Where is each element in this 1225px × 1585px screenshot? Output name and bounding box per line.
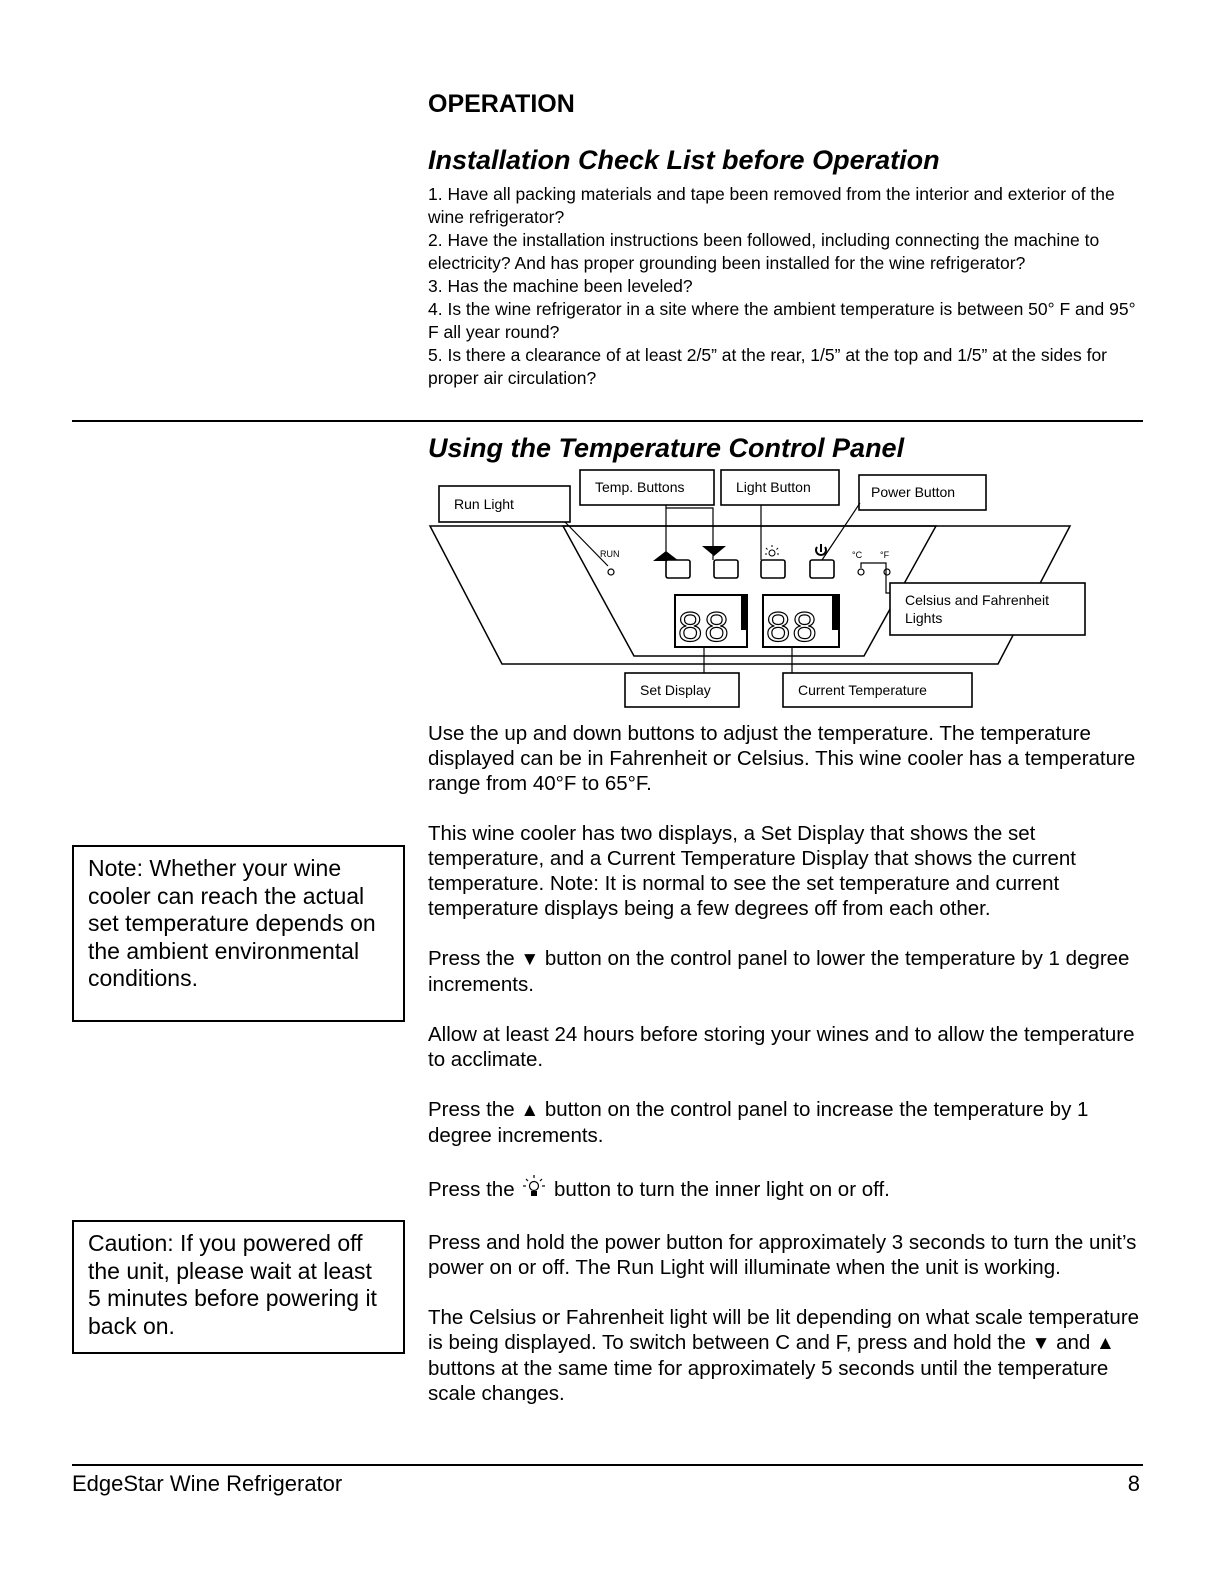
temp-down-button (714, 560, 738, 578)
cf-lights-label-line2: Lights (905, 610, 943, 626)
checklist-title: Installation Check List before Operation (428, 145, 940, 175)
light-button (761, 560, 785, 578)
temp-up-button (666, 560, 690, 578)
cf-lights-label-box (890, 583, 1085, 635)
up-arrow-icon: ▲ (520, 1100, 540, 1121)
run-light-leader (565, 522, 608, 566)
panel-inner-outline (563, 526, 936, 656)
body-text (428, 721, 1148, 1431)
footer-divider (72, 1464, 1143, 1466)
paragraph-raise-temp: Press the ▲ button on the control panel to increase the temperature by 1 degree increments. (428, 1098, 1089, 1147)
note-box (72, 845, 405, 1022)
control-panel-diagram (428, 468, 1108, 713)
run-text: RUN (600, 549, 620, 559)
current-display-digits: 88 (765, 605, 818, 655)
paragraph-lower-temp: Press the ▼ button on the control panel to lower the temperature by 1 degree increments. (428, 947, 1130, 996)
set-display-label: Set Display (640, 682, 711, 698)
temp-buttons-label: Temp. Buttons (595, 479, 685, 495)
celsius-text: °C (852, 550, 863, 560)
paragraph-acclimate: Allow at least 24 hours before storing your wines and to allow the temperature to acclimate. (428, 1023, 1135, 1071)
light-button-label: Light Button (736, 479, 811, 495)
checklist-item: 4. Is the wine refrigerator in a site where the ambient temperature is between 50° F and 95° F all year round? (428, 299, 1136, 342)
cf-lights-leader (861, 563, 890, 593)
checklist-item: 1. Have all packing materials and tape been removed from the interior and exterior of the wine refrigerator? (428, 184, 1115, 227)
set-display-digits: 88 (677, 605, 730, 655)
power-button (810, 560, 834, 578)
paragraph-temperature-range: Use the up and down buttons to adjust the temperature. The temperature displayed can be in Fahrenheit or Celsius. This wine cooler has a temperature range from 40°F to 65°F. (428, 722, 1136, 795)
up-arrow-icon: ▲ (1096, 1333, 1115, 1354)
fahrenheit-light-indicator (884, 569, 890, 575)
run-light-label: Run Light (454, 496, 514, 512)
checklist-item: 3. Has the machine been leveled? (428, 276, 693, 296)
cf-lights-label-line1: Celsius and Fahrenheit (905, 592, 1049, 608)
temp-buttons-leader (666, 505, 713, 560)
paragraph-power: Press and hold the power button for approximately 3 seconds to turn the unit’s power on or off. The Run Light will illuminate when the unit is working. (428, 1231, 1137, 1279)
footer-title: EdgeStar Wine Refrigerator (72, 1471, 343, 1496)
checklist-item: 2. Have the installation instructions been followed, including connecting the machine to electricity? And has proper grounding been installed for the wine refrigerator? (428, 230, 1100, 273)
section-divider (72, 420, 1143, 422)
down-arrow-icon (702, 546, 726, 556)
set-display-side-bar (741, 595, 747, 630)
caution-text: Caution: If you powered off the unit, please wait at least 5 minutes before powering it back on. (88, 1230, 377, 1339)
page-number: 8 (1127, 1471, 1140, 1496)
note-text: Note: Whether your wine cooler can reach the actual set temperature depends on the ambient environmental conditions. (88, 855, 376, 991)
caution-box (72, 1220, 405, 1354)
down-arrow-icon: ▼ (1031, 1333, 1051, 1354)
celsius-light-indicator (858, 569, 864, 575)
checklist-item: 5. Is there a clearance of at least 2/5” at the rear, 1/5” at the top and 1/5” at the sides for proper air circulation? (428, 345, 1108, 388)
power-icon (816, 544, 826, 555)
run-light-indicator (608, 569, 614, 575)
fahrenheit-text: °F (880, 550, 890, 560)
down-arrow-icon: ▼ (520, 949, 540, 970)
section-title: OPERATION (428, 90, 575, 118)
power-button-label: Power Button (871, 484, 956, 500)
panel-title: Using the Temperature Control Panel (428, 433, 905, 463)
checklist (428, 183, 1138, 390)
light-bulb-icon (520, 1173, 548, 1205)
paragraph-two-displays: This wine cooler has two displays, a Set Display that shows the set temperature, and a Current Temperature Display that shows the current temperature. Note: It is normal to see the set temperature and current temperature displays being a few degrees off from each other. (428, 822, 1076, 920)
current-display-side-bar (832, 595, 839, 630)
paragraph-light-button: Press the button to turn the inner light on or off. (428, 1173, 1148, 1205)
current-temp-label: Current Temperature (798, 682, 927, 698)
light-bulb-icon (765, 545, 779, 556)
paragraph-scale-switch: The Celsius or Fahrenheit light will be lit depending on what scale temperature is being displayed. To switch between C and F, press and hold the ▼ and ▲ buttons at the same time for approximately 5 seconds until the temperature scale changes. (428, 1306, 1140, 1405)
